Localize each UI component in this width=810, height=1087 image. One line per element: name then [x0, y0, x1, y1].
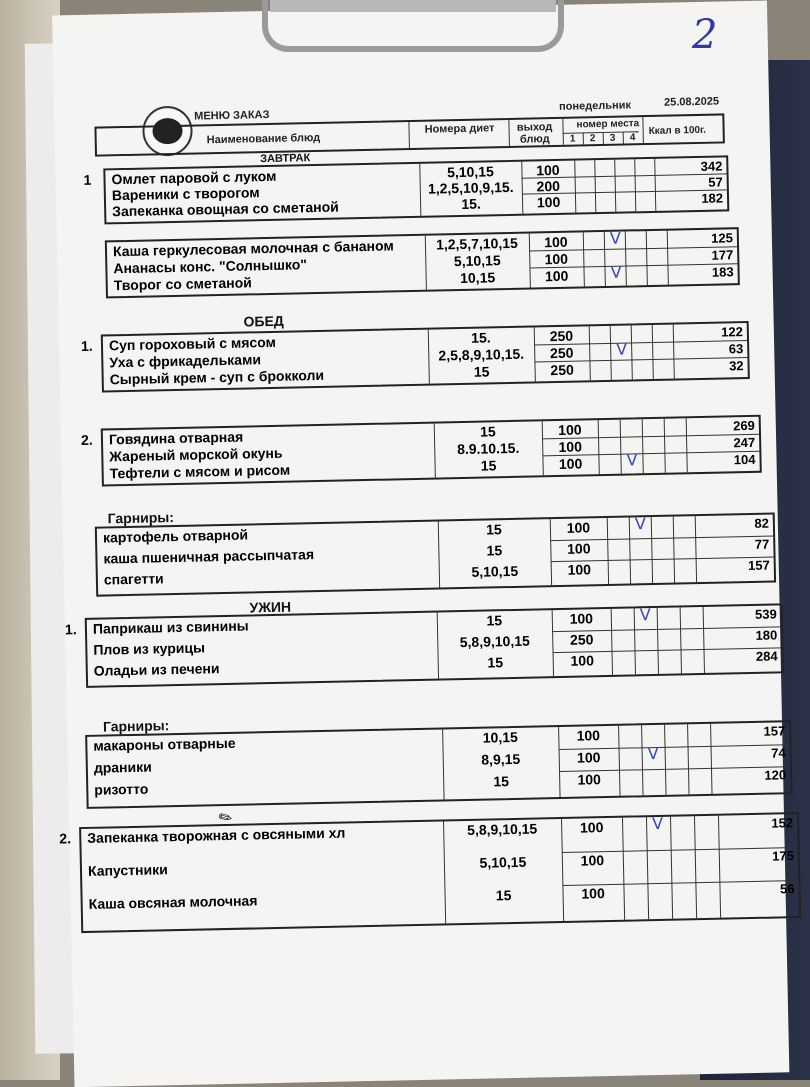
portion-size: 100	[576, 727, 601, 744]
block-garnish-2	[85, 720, 792, 809]
diet-numbers: 10,15	[459, 269, 496, 286]
place-checkmark: V	[651, 813, 664, 834]
col-diets-header: Номера диет	[424, 122, 495, 136]
diet-numbers: 5,8,9,10,15	[459, 632, 530, 651]
dish-name: Каша геркулесовая молочная с бананом	[112, 237, 394, 260]
kcal-value: 269	[732, 417, 755, 434]
block-dinner-2	[59, 812, 801, 933]
dish-name: Тефтели с мясом и рисом	[109, 461, 291, 482]
dish-name: драники	[93, 758, 152, 776]
dish-name: спагетти	[103, 570, 164, 588]
dish-name: Каша овсяная молочная	[88, 892, 258, 912]
dish-name: Творог со сметаной	[113, 274, 252, 294]
handwritten-page-number: 2	[692, 12, 718, 58]
portion-size: 100	[567, 561, 592, 578]
section-dinner: УЖИН	[249, 598, 292, 616]
dish-name: Запеканка овощная со сметаной	[112, 198, 339, 220]
portion-size: 100	[567, 540, 591, 557]
place-checkmark: V	[615, 339, 628, 359]
kcal-value: 104	[733, 451, 756, 468]
diet-numbers: 2,5,8,9,10,15.	[438, 345, 525, 364]
portion-size: 250	[549, 327, 574, 345]
block-breakfast-2	[105, 227, 740, 298]
row-number: 2.	[59, 830, 72, 847]
portion-size: 100	[576, 749, 601, 766]
dish-name: ризотто	[94, 780, 149, 798]
row-number: 1	[83, 171, 92, 188]
portion-size: 100	[544, 250, 569, 268]
place-checkmark: V	[639, 605, 651, 625]
place-checkmark: V	[647, 743, 659, 764]
portion-size: 100	[581, 885, 605, 902]
kcal-value: 342	[700, 158, 723, 174]
col-name-header: Наименование блюд	[206, 131, 321, 147]
dish-name: Сырный крем - суп с брокколи	[109, 366, 325, 388]
portion-size: 100	[558, 455, 583, 472]
row-number: 1.	[64, 621, 77, 638]
menu-row	[82, 848, 798, 881]
block-breakfast-1	[83, 155, 729, 224]
diet-numbers: 15	[495, 887, 512, 904]
diet-numbers: 8,9,15	[481, 750, 521, 768]
col-place-header: номер места	[576, 118, 640, 131]
kcal-value: 125	[711, 230, 734, 246]
diet-numbers: 15.	[461, 195, 482, 212]
kcal-value: 247	[733, 434, 756, 451]
section-garnish-1: Гарниры:	[107, 509, 175, 527]
diet-numbers: 15	[480, 457, 497, 474]
portion-size: 100	[580, 852, 605, 869]
portion-size: 250	[550, 361, 574, 379]
diet-numbers: 5,10,15	[479, 853, 527, 871]
col-portion-header: выход блюд	[516, 121, 553, 146]
diet-numbers: 5,10,15	[471, 562, 519, 580]
block-garnish-1	[95, 512, 776, 596]
diet-numbers: 15	[473, 363, 490, 380]
dish-name: Говядина отварная	[108, 428, 244, 448]
portion-size: 100	[577, 771, 602, 788]
dish-name: каша пшеничная рассыпчатая	[103, 546, 315, 567]
menu-day: понедельник	[558, 99, 632, 113]
place-checkmark: V	[609, 228, 622, 248]
diet-numbers: 1,2,5,7,10,15	[435, 234, 518, 253]
diet-numbers: 10,15	[482, 728, 518, 746]
place-4-header: 4	[629, 132, 636, 144]
portion-size: 100	[579, 819, 604, 836]
portion-size: 250	[549, 344, 574, 362]
kcal-value: 82	[754, 515, 770, 531]
diet-numbers: 8.9.10.15.	[456, 439, 520, 458]
dish-name: Ананасы конс. "Солнышко"	[113, 256, 308, 277]
dish-name: Жареный морской окунь	[109, 444, 283, 465]
dish-name: Капустники	[87, 861, 168, 879]
block-lunch-2	[80, 415, 762, 487]
dish-name: Суп гороховый с мясом	[108, 333, 277, 354]
block-lunch-1	[80, 321, 750, 393]
dish-name: Вареники с творогом	[111, 184, 260, 204]
place-checkmark: V	[610, 262, 622, 282]
kcal-value: 77	[754, 536, 770, 552]
portion-size: 100	[536, 193, 561, 211]
diet-numbers: 1,2,5,10,9,15.	[427, 178, 514, 197]
section-breakfast: ЗАВТРАК	[260, 152, 311, 166]
kcal-value: 122	[720, 324, 744, 340]
block-dinner-1	[64, 603, 784, 688]
kcal-value: 152	[771, 815, 794, 831]
kcal-value: 180	[755, 627, 778, 643]
dish-name: Плов из курицы	[93, 639, 206, 658]
row-number: 1.	[80, 337, 93, 354]
dish-name: макароны отварные	[93, 734, 236, 754]
menu-sheet	[52, 1, 795, 1087]
place-3-header: 3	[609, 132, 616, 144]
kcal-value: 56	[779, 881, 795, 897]
kcal-value: 74	[771, 745, 786, 761]
kcal-value: 177	[711, 247, 734, 263]
section-lunch: ОБЕД	[243, 312, 284, 330]
kcal-value: 63	[728, 341, 744, 357]
dish-name: Омлет паровой с луком	[111, 167, 277, 188]
diet-numbers: 5,8,9,10,15	[467, 820, 538, 838]
diet-numbers: 15	[486, 612, 503, 629]
portion-size: 200	[536, 177, 561, 195]
dish-name: Паприкаш из свинины	[92, 617, 249, 637]
menu-row	[59, 813, 797, 848]
menu-title: МЕНЮ ЗАКАЗ	[194, 108, 270, 123]
menu-row	[83, 881, 799, 914]
menu-date: 25.08.2025	[663, 95, 720, 109]
diet-numbers: 15	[493, 773, 510, 790]
kcal-value: 183	[711, 264, 734, 280]
kcal-value: 57	[708, 174, 723, 190]
place-checkmark: V	[634, 514, 647, 534]
diet-numbers: 15	[485, 521, 502, 538]
kcal-value: 157	[763, 723, 786, 739]
dish-name: Оладьи из печени	[93, 660, 220, 679]
dish-name: Запеканка творожная с овсяными хл	[87, 824, 346, 846]
kcal-value: 182	[701, 190, 724, 206]
row-number: 2.	[80, 431, 93, 448]
portion-size: 100	[558, 421, 582, 438]
diet-numbers: 5,10,15	[453, 252, 501, 270]
place-1-header: 1	[569, 133, 576, 145]
portion-size: 100	[566, 519, 591, 536]
kcal-value: 284	[755, 648, 778, 664]
portion-size: 100	[569, 610, 594, 627]
portion-size: 250	[569, 631, 594, 648]
diet-numbers: 5,10,15	[446, 163, 494, 181]
kcal-value: 539	[754, 606, 777, 622]
portion-size: 100	[558, 438, 583, 455]
clipboard-clip	[262, 0, 564, 52]
portion-size: 100	[570, 652, 595, 669]
kcal-value: 175	[771, 848, 794, 864]
kcal-value: 120	[764, 767, 787, 783]
place-2-header: 2	[589, 133, 596, 145]
kcal-value: 157	[747, 557, 770, 574]
portion-size: 100	[544, 267, 569, 285]
col-kcal-header: Ккал в 100г.	[648, 124, 707, 138]
section-garnish-2: Гарниры:	[102, 717, 170, 735]
diet-numbers: 15	[487, 654, 504, 671]
kcal-value: 32	[728, 358, 744, 374]
diet-numbers: 15	[486, 542, 503, 559]
portion-size: 100	[544, 233, 568, 251]
portion-size: 100	[536, 161, 560, 179]
dish-name: картофель отварной	[102, 526, 249, 546]
pen-mark-icon: ✎	[215, 807, 237, 830]
diet-numbers: 15	[479, 423, 496, 440]
dish-name: Уха с фрикадельками	[109, 351, 262, 371]
place-checkmark: V	[626, 450, 638, 470]
diet-numbers: 15.	[471, 329, 491, 346]
